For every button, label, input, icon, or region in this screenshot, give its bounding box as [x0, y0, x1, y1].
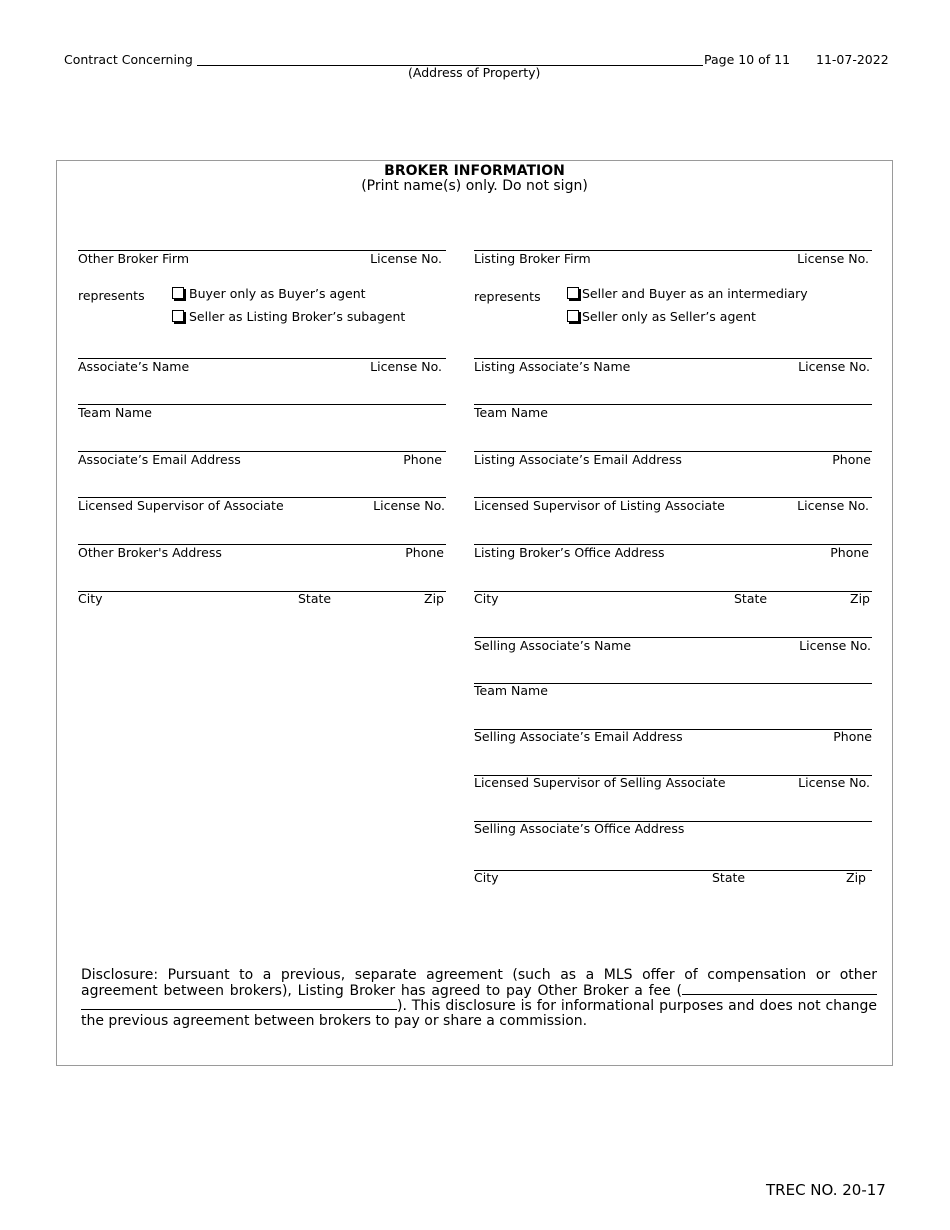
listing-broker-address-caption: Listing Broker’s Office Address Phone — [474, 545, 869, 560]
other-broker-address-caption: Other Broker's Address Phone — [78, 545, 444, 560]
selling-supervisor-caption: Licensed Supervisor of Selling Associate License No. — [474, 775, 870, 790]
associate-supervisor-caption: Licensed Supervisor of Associate License No. — [78, 498, 445, 513]
checkbox-icon[interactable] — [172, 287, 184, 299]
selling-associate-name-caption: Selling Associate’s Name License No. — [474, 638, 871, 653]
listing-associate-name-caption: Listing Associate’s Name License No. — [474, 359, 870, 374]
other-broker-firm-caption: Other Broker Firm License No. — [78, 251, 442, 266]
listing-associate-email-caption: Listing Associate’s Email Address Phone — [474, 452, 871, 467]
section-subtitle: (Print name(s) only. Do not sign) — [361, 178, 588, 194]
left-city-state-zip-caption: City State Zip — [78, 591, 444, 606]
fee-blank-field[interactable] — [682, 983, 877, 995]
left-represents-label: represents — [78, 288, 145, 303]
right-city-state-zip-caption: City State Zip — [474, 591, 870, 606]
trec-form-number: TREC NO. 20-17 — [766, 1181, 886, 1199]
section-title: BROKER INFORMATION — [384, 163, 565, 179]
intermediary-option[interactable]: Seller and Buyer as an intermediary — [567, 286, 808, 301]
right-represents-label: represents — [474, 289, 541, 304]
disclosure-paragraph: Disclosure: Pursuant to a previous, separate agreement (such as a MLS offer of compensation or other agreement between brokers), Listing Broker has agreed to pay Other Broker a fee ( ). This disclosure is for informational purposes and does not change the previous agreement between brokers to pay or share a commission. — [81, 967, 877, 1029]
right-team-name-caption: Team Name — [474, 405, 548, 420]
contract-concerning-label: Contract Concerning — [64, 52, 193, 67]
selling-city-state-zip-caption: City State Zip — [474, 870, 866, 885]
left-team-name-caption: Team Name — [78, 405, 152, 420]
checkbox-icon[interactable] — [567, 310, 579, 322]
page-number: Page 10 of 11 — [704, 52, 791, 67]
selling-office-address-caption: Selling Associate’s Office Address — [474, 821, 685, 836]
address-caption: (Address of Property) — [408, 65, 541, 80]
checkbox-icon[interactable] — [567, 287, 579, 299]
buyer-agent-option[interactable]: Buyer only as Buyer’s agent — [172, 286, 366, 301]
form-date: 11-07-2022 — [816, 52, 889, 67]
seller-subagent-option[interactable]: Seller as Listing Broker’s subagent — [172, 309, 405, 324]
listing-supervisor-caption: Licensed Supervisor of Listing Associate License No. — [474, 498, 869, 513]
associate-name-caption: Associate’s Name License No. — [78, 359, 442, 374]
checkbox-icon[interactable] — [172, 310, 184, 322]
associate-email-caption: Associate’s Email Address Phone — [78, 452, 442, 467]
fee-blank-continued-field[interactable] — [81, 998, 397, 1010]
listing-broker-firm-caption: Listing Broker Firm License No. — [474, 251, 869, 266]
selling-team-name-caption: Team Name — [474, 683, 548, 698]
seller-agent-option[interactable]: Seller only as Seller’s agent — [567, 309, 756, 324]
selling-associate-email-caption: Selling Associate’s Email Address Phone — [474, 729, 872, 744]
